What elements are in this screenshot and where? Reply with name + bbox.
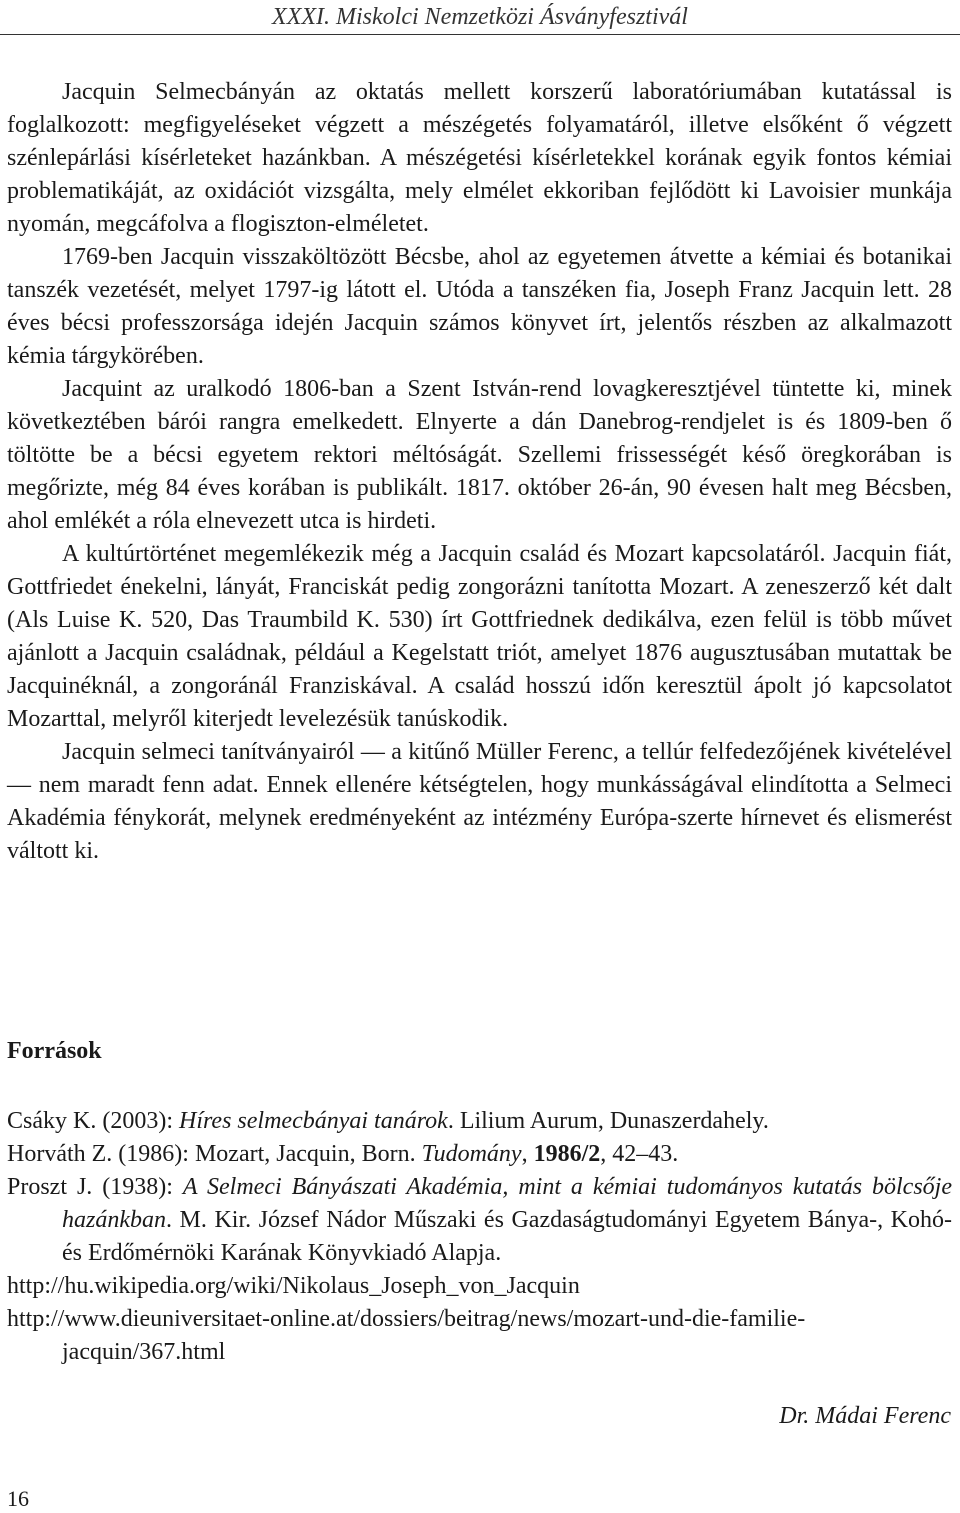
paragraph: A kultúrtörténet megemlékezik még a Jacquin család és Mozart kapcsolatáról. Jacquin fiát, Gottfriedet énekelni, lányát, Franciskát pedig zongorázni tanította Mozart. A zeneszerző két dalt (Als Luise K. 520, Das Traumbild K. 530) írt Gottfriednek dedikálva, ezen felül is több művet ajánlott a Jacquin családnak, például a Kegelstatt triót, amelyet 1876 augusztusában mutattak be Jacquinéknál, a zongoránál Franziskával. A család hosszú időn keresztül ápolt jó kapcsolatot Mozarttal, melyről kiterjedt levelezésük tanúskodik. (7, 541, 952, 732)
article-body (7, 76, 952, 868)
reference-url[interactable] (7, 1270, 952, 1303)
paragraph: 1769-ben Jacquin visszaköltözött Bécsbe, ahol az egyetemen átvette a kémiai és botanikai tanszék vezetését, melyet 1797-ig látott el. Utóda a tanszéken fia, Joseph Franz Jacquin lett. 28 éves bécsi professzorsága idején Jacquin számos könyvet írt, jelentős részben az alkalmazott kémia tárgykörében. (7, 244, 952, 369)
paragraph: Jacquin selmeci tanítványairól — a kitűnő Müller Ferenc, a tellúr felfedezőjének kivételével — nem maradt fenn adat. Ennek ellenére kétségtelen, hogy munkásságával elindította a Selmeci Akadémia fénykorát, melynek eredményeként az intézmény Európa-szerte hírnevet és elismerést váltott ki. (7, 739, 952, 864)
ref-title: A Selmeci Bányászati Akadémia, mint a kémiai tudományos kutatás bölcsője hazánkban (62, 1174, 952, 1233)
running-header (0, 0, 960, 35)
ref-text: , (521, 1141, 534, 1167)
ref-text: Horváth Z. (1986): Mozart, Jacquin, Born. (7, 1141, 422, 1167)
ref-journal: Tudomány (421, 1141, 522, 1167)
ref-link[interactable]: http://www.dieuniversitaet-online.at/dossiers/beitrag/news/mozart-und-die-familie-jacquin/367.html (7, 1306, 806, 1365)
author-signature: Dr. Mádai Ferenc (779, 1403, 951, 1429)
ref-text: , 42–43. (600, 1141, 679, 1167)
ref-link[interactable]: http://hu.wikipedia.org/wiki/Nikolaus_Joseph_von_Jacquin (7, 1273, 580, 1299)
reference-item (7, 1105, 952, 1138)
ref-title: Híres selmecbányai tanárok (178, 1108, 448, 1134)
paragraph: Jacquint az uralkodó 1806-ban a Szent István-rend lovagkeresztjével tüntette ki, minek következtében bárói rangra emelkedett. Elnyerte a dán Danebrog-rendjelet is és 1809-ben ő töltötte be a bécsi egyetem rektori méltóságát. Szellemi frissességét késő öregkorában is megőrizte, még 84 éves korában is publikált. 1817. október 26-án, 90 évesen halt meg Bécsben, ahol emlékét a róla elnevezett utca is hirdeti. (7, 376, 952, 534)
ref-volume: 1986/2 (533, 1141, 601, 1167)
sources-heading: Források (7, 1038, 102, 1064)
reference-item (7, 1171, 952, 1270)
ref-text: . M. Kir. József Nádor Műszaki és Gazdaságtudományi Egyetem Bánya-, Kohó- és Erdőmérnöki Karának Könyvkiadó Alapja. (62, 1207, 952, 1266)
ref-text: . Lilium Aurum, Dunaszerdahely. (447, 1108, 769, 1134)
paragraph: Jacquin Selmecbányán az oktatás mellett korszerű laboratóriumában kutatással is foglalkozott: megfigyeléseket végzett a mészégetés folyamatáról, illetve elsőként ő végzett szénlepárlási kísérleteket hazánkban. A mészégetési kísérletekkel korának egyik fontos kémiai problematikáját, az oxidációt vizsgálta, mely elmélet ekkoriban fejlődött ki Lavoisier munkája nyomán, megcáfolva a flogiszton-elméletet. (7, 79, 952, 237)
ref-text: Proszt J. (1938): (7, 1174, 183, 1200)
page-number: 16 (7, 1486, 29, 1511)
reference-list (7, 1105, 952, 1369)
reference-item (7, 1138, 952, 1171)
header-title: XXXI. Miskolci Nemzetközi Ásványfesztivál (272, 4, 688, 30)
ref-text: Csáky K. (2003): (7, 1108, 179, 1134)
reference-url[interactable] (7, 1303, 952, 1369)
